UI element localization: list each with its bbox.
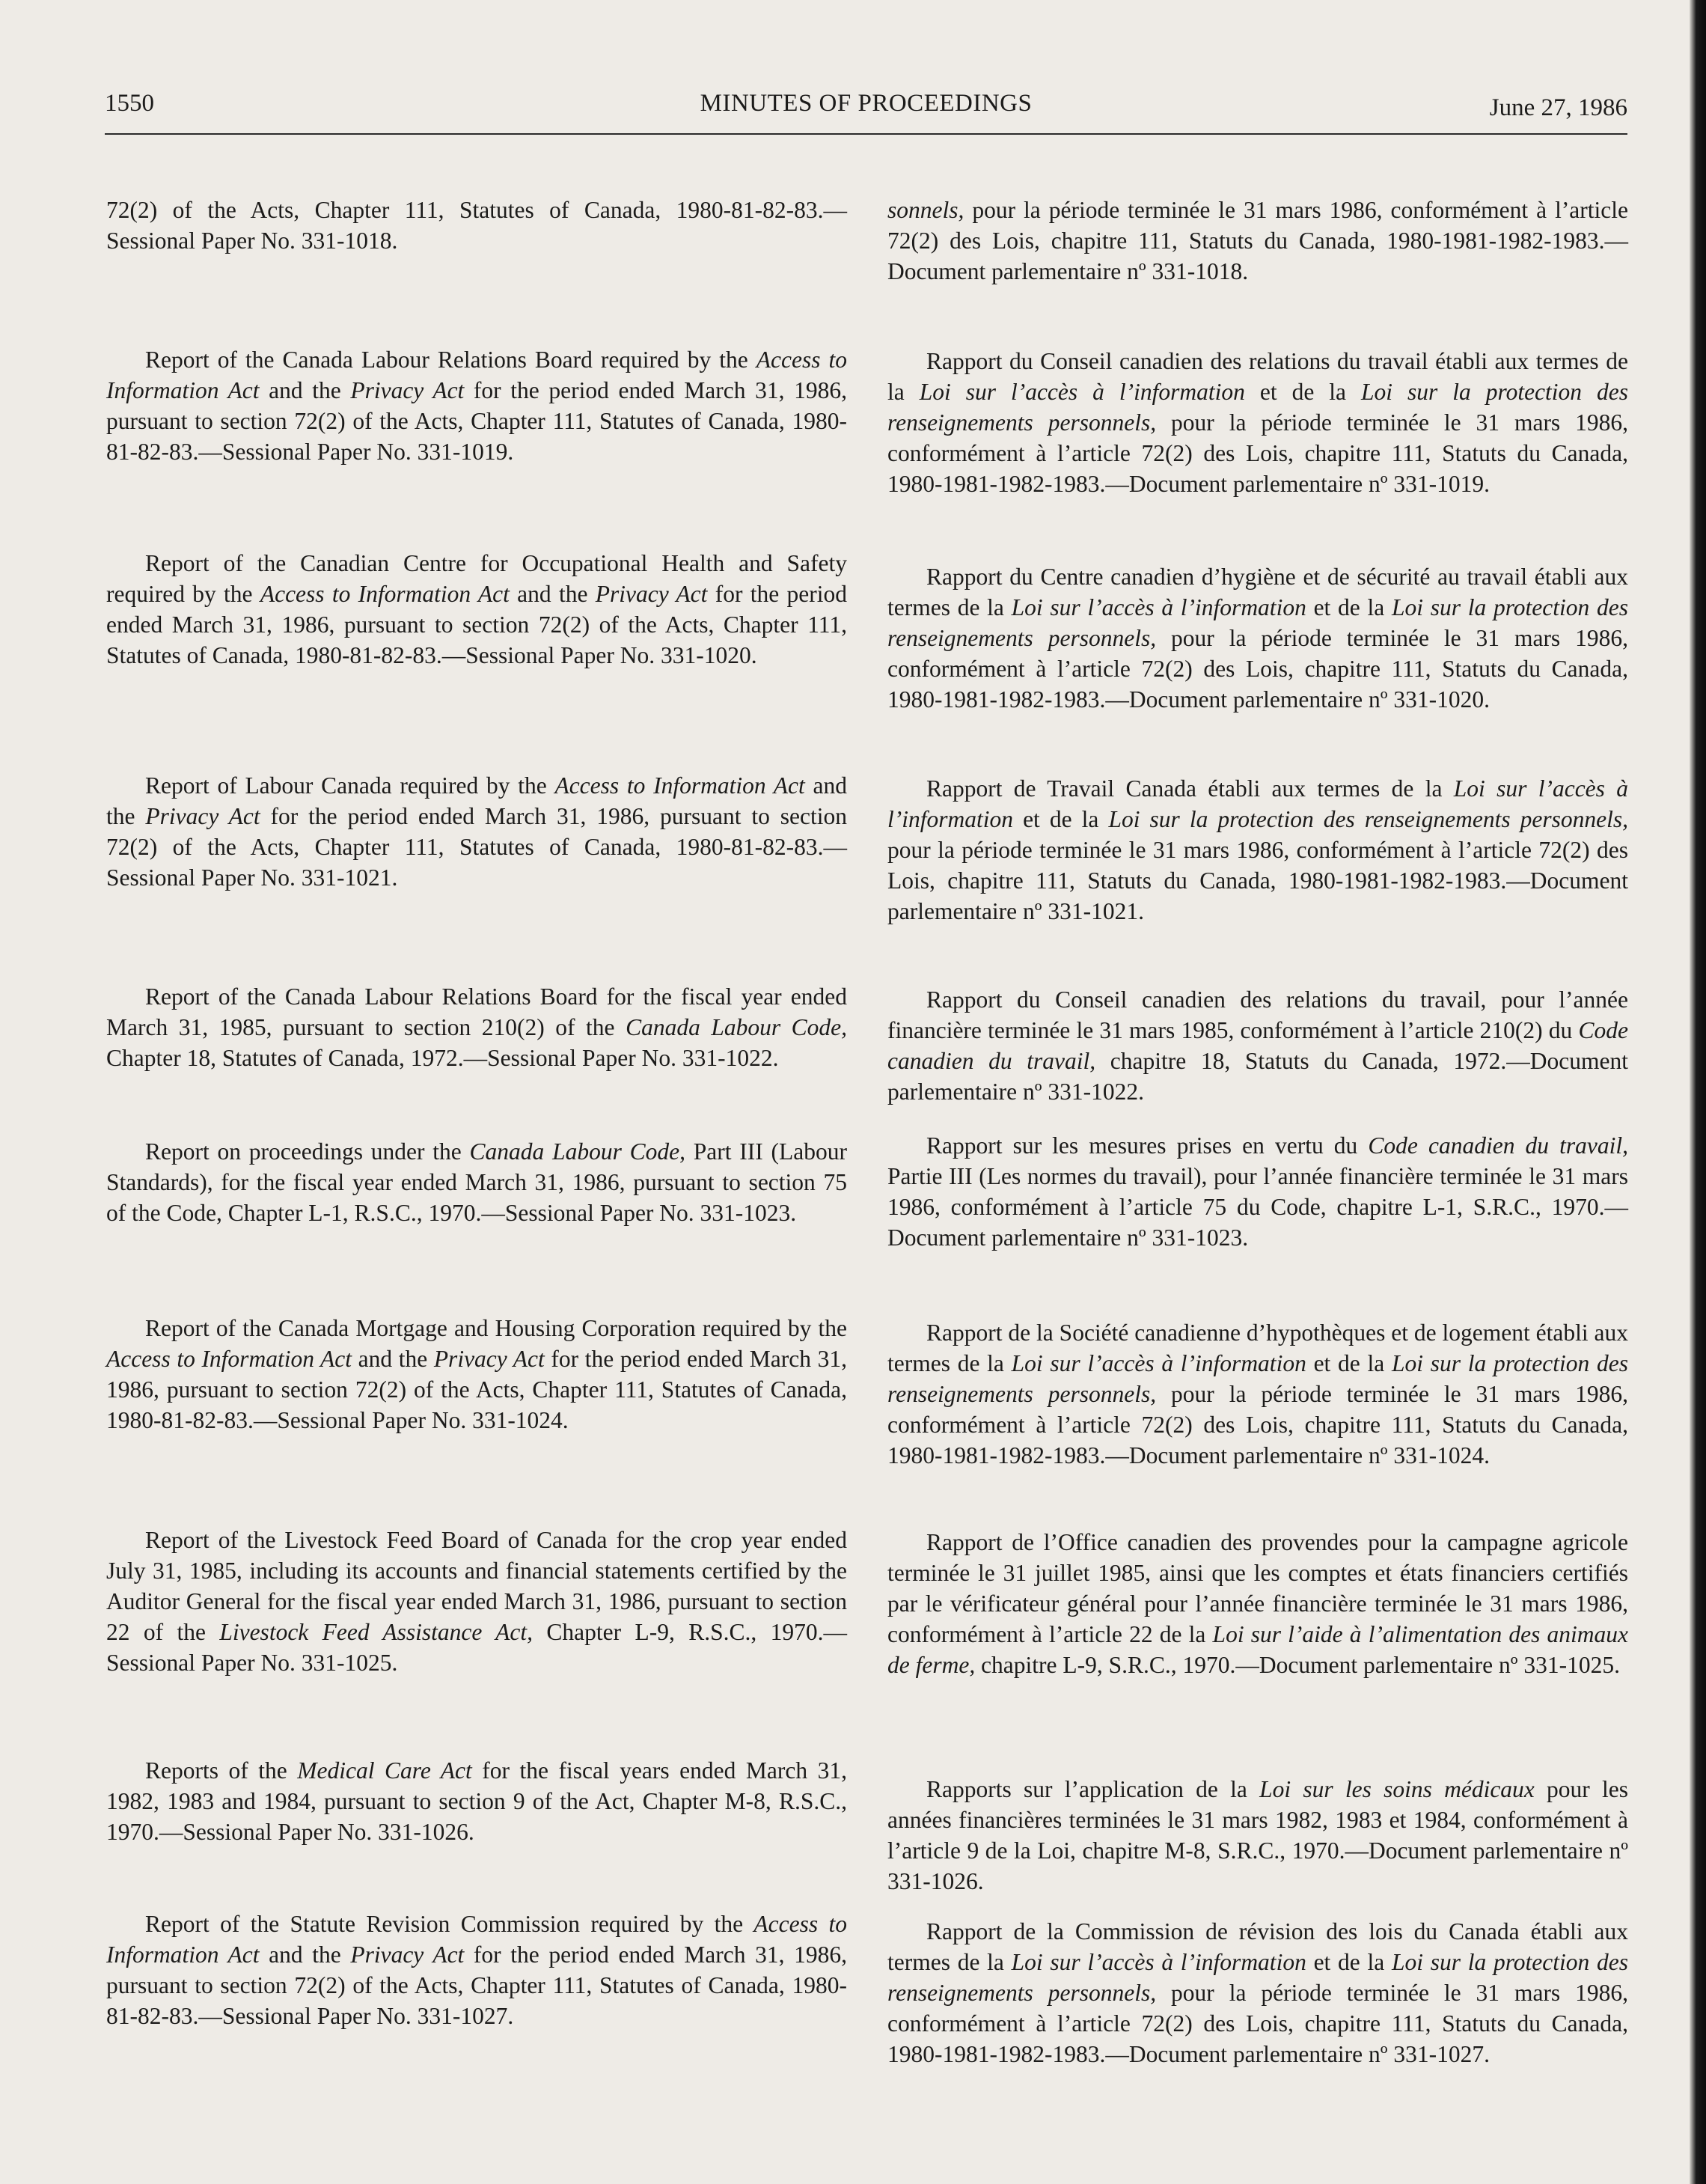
paper-entry-1020-en: Report of the Canadian Centre for Occupational Health and Safety required by the Access to Information Act and the Privacy Act for the period ended March 31, 1986, pursuant to section 72(2) of the Acts, Chapter 111, Statutes of Canada, 1980-81-82-83.—Sessional Paper No. 331-1020. (106, 549, 847, 668)
act-title: Loi sur la protection des renseignements personnels, (887, 1948, 1628, 2006)
paper-entry-1018-en: 72(2) of the Acts, Chapter 111, Statutes of Canada, 1980-81-82-83.—Sessional Paper No. 331-1018. (106, 196, 847, 254)
paper-entry-1019-fr: Rapport du Conseil canadien des relations du travail établi aux termes de la Loi sur l’accès à l’information et de la Loi sur la protection des renseignements personnels, pour la période terminée le 31 mars 1986, conformément à l’article 72(2) des Lois, chapitre 111, Statuts du Canada, 1980-1981-1982-1983.—Document parlementaire nº 331-1019. (887, 347, 1628, 497)
act-title: Code canadien du travail, (887, 1016, 1628, 1074)
paper-entry-1024-fr: Rapport de la Société canadienne d’hypothèques et de logement établi aux termes de la Loi sur l’accès à l’information et de la Loi sur la protection des renseignements personnels, pour la période terminée le 31 mars 1986, conformément à l’article 72(2) des Lois, chapitre 111, Statuts du Canada, 1980-1981-1982-1983.—Document parlementaire nº 331-1024. (887, 1319, 1628, 1468)
act-title: Loi sur les soins médicaux (1259, 1775, 1535, 1802)
paper-entry-1027-en: Report of the Statute Revision Commission required by the Access to Information Act and the Privacy Act for the period ended March 31, 1986, pursuant to section 72(2) of the Acts, Chapter 111, Statutes of Canada, 1980-81-82-83.—Sessional Paper No. 331-1027. (106, 1910, 847, 2029)
act-title: Loi sur l’accès à l’information (1011, 594, 1306, 620)
act-title: Loi sur la protection des renseignements personnels, (887, 1349, 1628, 1407)
act-title: Medical Care Act (297, 1757, 472, 1784)
paper-entry-1022-en: Report of the Canada Labour Relations Board for the fiscal year ended March 31, 1985, pursuant to section 210(2) of the Canada Labour Code, Chapter 18, Statutes of Canada, 1972.—Sessional Paper No. 331-1022. (106, 983, 848, 1071)
page-date: June 27, 1986 (1489, 94, 1627, 121)
paper-entry-1020-fr: Rapport du Centre canadien d’hygiène et de sécurité au travail établi aux termes de la Loi sur l’accès à l’information et de la Loi sur la protection des renseignements personnels, pour la période terminée le 31 mars 1986, conformément à l’article 72(2) des Lois, chapitre 111, Statuts du Canada, 1980-1981-1982-1983.—Document parlementaire nº 331-1020. (887, 563, 1628, 713)
page-title: MINUTES OF PROCEEDINGS (700, 90, 1033, 117)
act-title: Privacy Act (145, 802, 260, 829)
act-title: Loi sur l’accès à l’information (1011, 1349, 1306, 1376)
paper-entry-1022-fr: Rapport du Conseil canadien des relations du travail, pour l’année financière terminée le 31 mars 1985, conformément à l’article 210(2) du Code canadien du travail, chapitre 18, Statuts du Canada, 1972.—Document parlementaire nº 331-1022. (887, 986, 1628, 1105)
act-title: Privacy Act (433, 1345, 545, 1372)
paper-entry-1026-fr: Rapports sur l’application de la Loi sur les soins médicaux pour les années financières terminées le 31 mars 1982, 1983 et 1984, conformément à l’article 9 de la Loi, chapitre M-8, S.R.C., 1970.—Document parlementaire nº 331-1026. (887, 1775, 1629, 1894)
act-title: Loi sur l’accès à l’information (919, 378, 1245, 405)
scan-edge (1690, 0, 1706, 2184)
act-title: Loi sur la protection des renseignements personnels, (887, 378, 1628, 436)
act-title: Canada Labour Code, (626, 1013, 848, 1040)
act-title: Access to Information Act (106, 346, 847, 403)
act-title: Loi sur l’aide à l’alimentation des animaux de ferme, (887, 1620, 1628, 1678)
paper-entry-1019-en: Report of the Canada Labour Relations Board required by the Access to Information Act and the Privacy Act for the period ended March 31, 1986, pursuant to section 72(2) of the Acts, Chapter 111, Statutes of Canada, 1980-81-82-83.—Sessional Paper No. 331-1019. (106, 346, 847, 465)
paper-entry-1027-fr: Rapport de la Commission de révision des lois du Canada établi aux termes de la Loi sur l’accès à l’information et de la Loi sur la protection des renseignements personnels, pour la période terminée le 31 mars 1986, conformément à l’article 72(2) des Lois, chapitre 111, Statuts du Canada, 1980-1981-1982-1983.—Document parlementaire nº 331-1027. (887, 1918, 1628, 2067)
paper-entry-1025-fr: Rapport de l’Office canadien des provendes pour la campagne agricole terminée le 31 juillet 1985, ainsi que les comptes et états financiers certifiés par le vérificateur général pour l’année financière terminée le 31 mars 1986, conformément à l’article 22 de la Loi sur l’aide à l’alimentation des animaux de ferme, chapitre L-9, S.R.C., 1970.—Document parlementaire nº 331-1025. (887, 1528, 1628, 1678)
act-title: Livestock Feed Assistance Act, (219, 1618, 533, 1645)
paper-entry-1025-en: Report of the Livestock Feed Board of Canada for the crop year ended July 31, 1985, including its accounts and financial statements certified by the Auditor General for the fiscal year ended March 31, 1986, pursuant to section 22 of the Livestock Feed Assistance Act, Chapter L-9, R.S.C., 1970.—Sessional Paper No. 331-1025. (106, 1526, 847, 1676)
paper-entry-1018-fr: sonnels, pour la période terminée le 31 mars 1986, conformément à l’article 72(2) des Lois, chapitre 111, Statuts du Canada, 1980-1981-1982-1983.—Document parlementaire nº 331-1018. (887, 196, 1628, 284)
page-number: 1550 (105, 90, 154, 117)
page-header (105, 88, 1627, 135)
paper-entry-1021-en: Report of Labour Canada required by the Access to Information Act and the Privacy Act for the period ended March 31, 1986, pursuant to section 72(2) of the Acts, Chapter 111, Statutes of Canada, 1980-81-82-83.—Sessional Paper No. 331-1021. (106, 772, 847, 891)
act-title: Privacy Act (595, 580, 708, 607)
act-title: Access to Information Act (260, 580, 510, 607)
paper-entry-1026-en: Reports of the Medical Care Act for the fiscal years ended March 31, 1982, 1983 and 1984, pursuant to section 9 of the Act, Chapter M-8, R.S.C., 1970.—Sessional Paper No. 331-1026. (106, 1757, 847, 1845)
act-title: Loi sur l’accès à l’information (887, 775, 1628, 832)
act-title: Code canadien du travail, (1368, 1132, 1628, 1159)
paper-entry-1021-fr: Rapport de Travail Canada établi aux termes de la Loi sur l’accès à l’information et de la Loi sur la protection des renseignements personnels, pour la période terminée le 31 mars 1986, conformément à l’article 72(2) des Lois, chapitre 111, Statuts du Canada, 1980-1981-1982-1983.—Document parlementaire nº 331-1021. (887, 775, 1628, 924)
act-title: Canada Labour Code, (469, 1138, 685, 1165)
act-title: Loi sur la protection des renseignements personnels, (887, 594, 1628, 651)
paper-entry-1023-en: Report on proceedings under the Canada Labour Code, Part III (Labour Standards), for the fiscal year ended March 31, 1986, pursuant to section 75 of the Code, Chapter L-1, R.S.C., 1970.—Sessional Paper No. 331-1023. (106, 1138, 847, 1226)
paper-entry-1024-en: Report of the Canada Mortgage and Housing Corporation required by the Access to Information Act and the Privacy Act for the period ended March 31, 1986, pursuant to section 72(2) of the Acts, Chapter 111, Statutes of Canada, 1980-81-82-83.—Sessional Paper No. 331-1024. (106, 1314, 848, 1433)
paper-entry-1023-fr: Rapport sur les mesures prises en vertu du Code canadien du travail, Partie III (Les normes du travail), pour l’année financière terminée le 31 mars 1986, conformément à l’article 75 du Code, chapitre L-1, S.R.C., 1970.—Document parlementaire nº 331-1023. (887, 1132, 1628, 1251)
act-title: Loi sur l’accès à l’information (1011, 1948, 1306, 1975)
act-title: Privacy Act (350, 1941, 465, 1968)
act-title: Access to Information Act (106, 1910, 847, 1968)
act-title: Access to Information Act (554, 772, 805, 799)
act-title: Privacy Act (350, 376, 465, 403)
act-title: Loi sur la protection des renseignements personnels, (1108, 805, 1628, 832)
act-title: Access to Information Act (106, 1345, 352, 1372)
act-title: sonnels, (887, 196, 964, 223)
